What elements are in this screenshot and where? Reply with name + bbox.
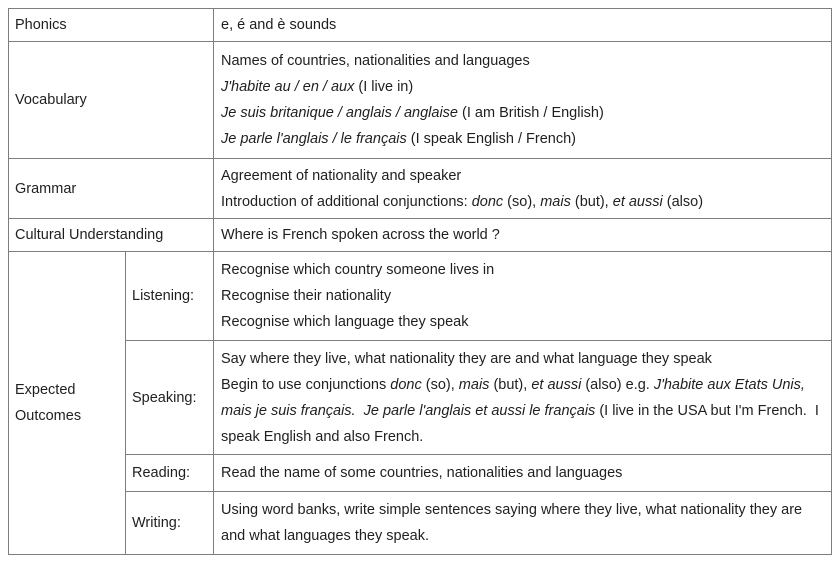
- row-label-vocabulary: Vocabulary: [9, 42, 214, 159]
- text-segment: Using word banks, write simple sentences saying where they live, what nationality they are and what languages they speak.: [221, 502, 807, 544]
- text-line: [221, 126, 824, 152]
- text-segment: Introduction of additional conjunctions:: [221, 193, 472, 210]
- row-label-phonics: Phonics: [9, 9, 214, 42]
- text-segment: Agreement of nationality and speaker: [221, 167, 462, 184]
- text-line: [221, 497, 824, 549]
- text-segment: Say where they live, what nationality they are and what language they speak: [221, 350, 712, 367]
- sublabel-listening: Listening:: [126, 252, 214, 341]
- italic-text-segment: Je parle l'anglais / le français: [221, 131, 407, 147]
- row-listening: [9, 252, 832, 341]
- row-writing: [9, 492, 832, 555]
- text-segment: (I live in): [354, 79, 414, 95]
- text-line: [221, 12, 824, 38]
- text-line: [221, 346, 824, 372]
- text-segment: Names of countries, nationalities and languages: [221, 53, 530, 69]
- row-reading: [9, 455, 832, 492]
- row-grammar: [9, 159, 832, 219]
- text-segment: Recognise which country someone lives in: [221, 262, 495, 278]
- italic-text-segment: donc: [471, 193, 504, 210]
- text-segment: Recognise their nationality: [221, 288, 392, 304]
- italic-text-segment: Je suis britanique / anglais / anglaise: [221, 105, 458, 121]
- row-phonics: [9, 9, 832, 42]
- text-line: [221, 74, 824, 100]
- text-line: [221, 48, 824, 74]
- curriculum-overview-table: [8, 8, 832, 555]
- text-segment: Begin to use conjunctions: [221, 376, 391, 393]
- grammar-content: [214, 159, 832, 219]
- text-line: [221, 257, 824, 283]
- text-line: [221, 372, 824, 450]
- text-segment: Recognise which language they speak: [221, 314, 469, 330]
- text-segment: (I am British / English): [457, 105, 604, 121]
- row-label-grammar: Grammar: [9, 159, 214, 219]
- vocabulary-content: [214, 42, 832, 159]
- text-segment: (so),: [421, 376, 459, 393]
- text-segment: Read the name of some countries, nationalities and languages: [221, 465, 623, 481]
- reading-content: [214, 455, 832, 492]
- text-line: [221, 309, 824, 335]
- text-line: [221, 163, 824, 189]
- text-segment: (also) e.g.: [581, 376, 654, 393]
- italic-text-segment: et aussi: [531, 376, 582, 393]
- cultural-understanding-content: [214, 219, 832, 252]
- sublabel-writing: Writing:: [126, 492, 214, 555]
- text-segment: (also): [662, 193, 704, 210]
- text-segment: (I speak English / French): [406, 131, 576, 147]
- sublabel-speaking: Speaking:: [126, 341, 214, 455]
- italic-text-segment: donc: [390, 376, 422, 393]
- text-segment: (I live in the USA but I'm French. I speak English and also French.: [221, 402, 823, 445]
- text-line: [221, 460, 824, 486]
- text-segment: e, é and è sounds: [221, 17, 337, 33]
- italic-text-segment: et aussi: [612, 193, 663, 210]
- row-label-cultural-understanding: Cultural Understanding: [9, 219, 214, 252]
- row-vocabulary: [9, 42, 832, 159]
- sublabel-reading: Reading:: [126, 455, 214, 492]
- speaking-content: [214, 341, 832, 455]
- text-line: [221, 100, 824, 126]
- text-segment: (but),: [570, 193, 613, 210]
- text-line: [221, 283, 824, 309]
- text-segment: (so),: [503, 193, 541, 210]
- italic-text-segment: J'habite au / en / aux: [221, 79, 355, 95]
- text-segment: (but),: [489, 376, 532, 393]
- italic-text-segment: mais: [540, 193, 571, 210]
- text-segment: Where is French spoken across the world ?: [221, 227, 500, 243]
- listening-content: [214, 252, 832, 341]
- italic-text-segment: mais: [458, 376, 490, 393]
- text-line: [221, 189, 824, 215]
- italic-text-segment: J'habite aux Etats Unis, mais je suis français. Je parle l'anglais et aussi le français: [221, 376, 809, 419]
- row-label-expected-outcomes: Expected Outcomes: [9, 252, 126, 555]
- row-speaking: [9, 341, 832, 455]
- row-cultural-understanding: [9, 219, 832, 252]
- phonics-content: [214, 9, 832, 42]
- writing-content: [214, 492, 832, 555]
- text-line: [221, 222, 824, 248]
